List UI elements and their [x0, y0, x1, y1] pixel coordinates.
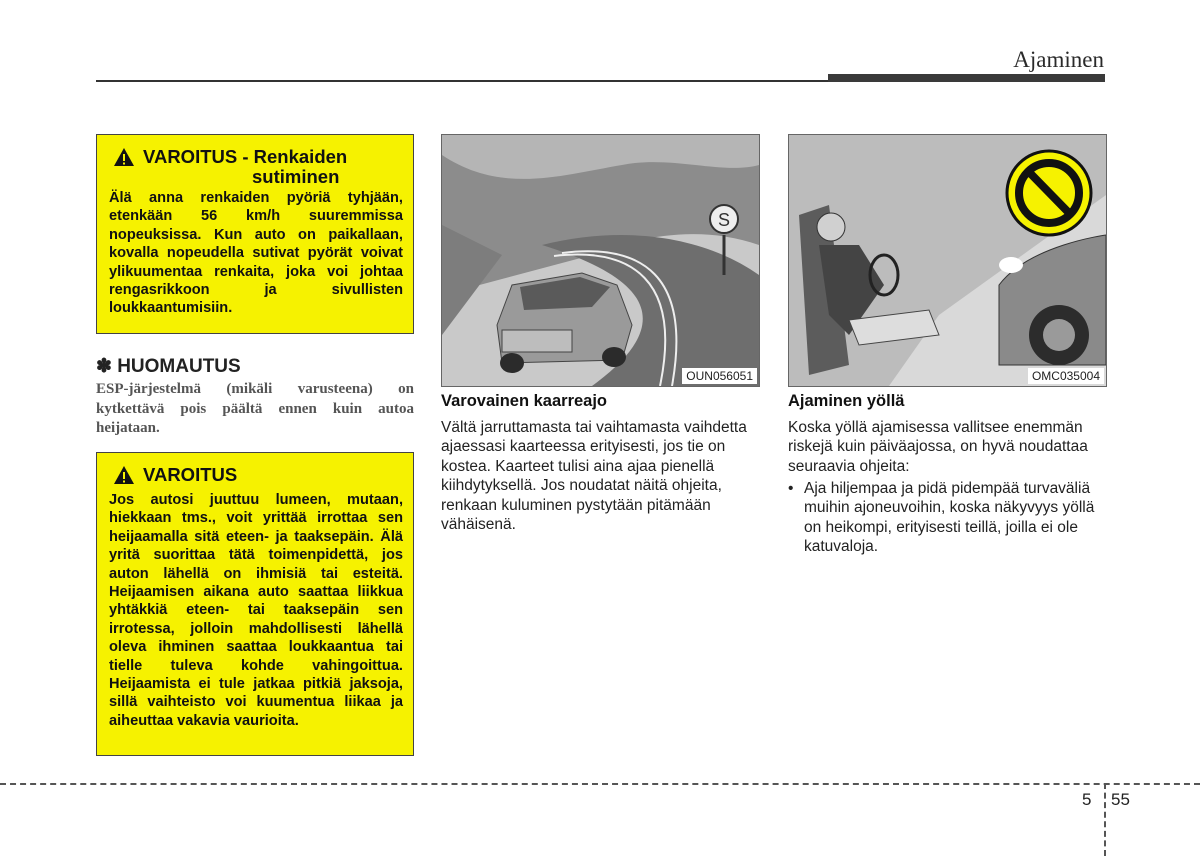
footer-vertical-dashed-line [1104, 783, 1106, 856]
list-item [788, 479, 1106, 557]
warning-title-line1: VAROITUS - Renkaiden [143, 146, 348, 167]
svg-text:S: S [718, 210, 731, 230]
warning-title [109, 147, 403, 167]
section-body-night: Koska yöllä ajamisessa vallitsee enemmän riskejä kuin päiväajossa, on hyvä noudattaa seuraavia ohjeita: [788, 419, 1088, 475]
prohibition-sign [1007, 151, 1091, 235]
night-bullet-list [788, 479, 1106, 557]
figure-code: OUN056051 [682, 368, 757, 384]
warning-title-text: VAROITUS [143, 464, 238, 485]
warning-body: Älä anna renkaiden pyöriä tyhjään, etenkään 56 km/h suuremmissa nopeuksissa. Kun auto on paikallaan, kovalla nopeudella sutivat pyörät voivat ylikuumentaa renkaita, joka voi johtaa rengasrikkoon ja sivullisten loukkaantumisiin. [109, 190, 403, 317]
figure-curve-road [441, 134, 760, 387]
header-bar [828, 74, 1105, 82]
chapter-number: 5 [1082, 790, 1092, 809]
section-heading-night: Ajaminen yöllä [788, 392, 905, 410]
warning-triangle-icon [113, 147, 135, 167]
warning-body: Jos autosi juuttuu lumeen, mutaan, hiekkaan tms., voit yrittää irrottaa sen heijaamalla sitä eteen- ja taaksepäin. Älä yritä suorittaa tätä toimenpidettä, jos auton lähellä on ihmisiä tai esteitä. Heijaamisen aikana auto saattaa liikkua yhtäkkiä eteen- tai taaksepäin sen irrotessa, jolloin mahdollisesti lähellä oleva ihminen saattaa loukkaantua tai tielle tuleva kohde vahingoittua. Heijaamista ei tule jatkaa pitkiä jaksoja, sillä vaihteisto voi kuumentua liikaa ja aiheuttaa vakavia vaurioita. [109, 492, 403, 729]
warning-title [109, 465, 403, 485]
note-heading: ✽ HUOMAUTUS [96, 356, 241, 377]
bullet-dot: • [788, 480, 794, 497]
warning-box-rocking [96, 452, 414, 756]
chapter-title: Ajaminen [1013, 47, 1104, 72]
warning-title-line2: sutiminen [252, 166, 340, 187]
figure-code: OMC035004 [1028, 368, 1104, 384]
curve-road-illustration [442, 135, 759, 386]
section-heading-curve: Varovainen kaarreajo [441, 392, 608, 410]
figure-night-driving [788, 134, 1107, 387]
warning-box-tire-spin [96, 134, 414, 334]
footer-dashed-line [0, 783, 1200, 785]
bullet-text: Aja hiljempaa ja pidä pidempää turvaväliä muihin ajoneuvoihin, koska näkyvyys yöllä on heikompi, erityisesti teillä, joilla ei ole katuvaloja. [804, 480, 1095, 556]
warning-triangle-icon [113, 465, 135, 485]
header-rule [96, 80, 828, 82]
night-driving-illustration [789, 135, 1106, 386]
note-body: ESP-järjestelmä (mikäli varusteena) on kytkettävä pois päältä ennen kuin autoa heijataan. [96, 381, 414, 436]
section-body-curve: Vältä jarruttamasta tai vaihtamasta vaihdetta ajaessasi kaarteessa erityisesti, jos tie on kostea. Kaarteet tulisi aina ajaa pienellä kiihdytyksellä. Jos noudatat näitä ohjeita, renkaan kuluminen pystytään pitämään vähäisenä. [441, 419, 747, 534]
car-shape [497, 273, 632, 373]
page-number: 55 [1111, 790, 1130, 809]
